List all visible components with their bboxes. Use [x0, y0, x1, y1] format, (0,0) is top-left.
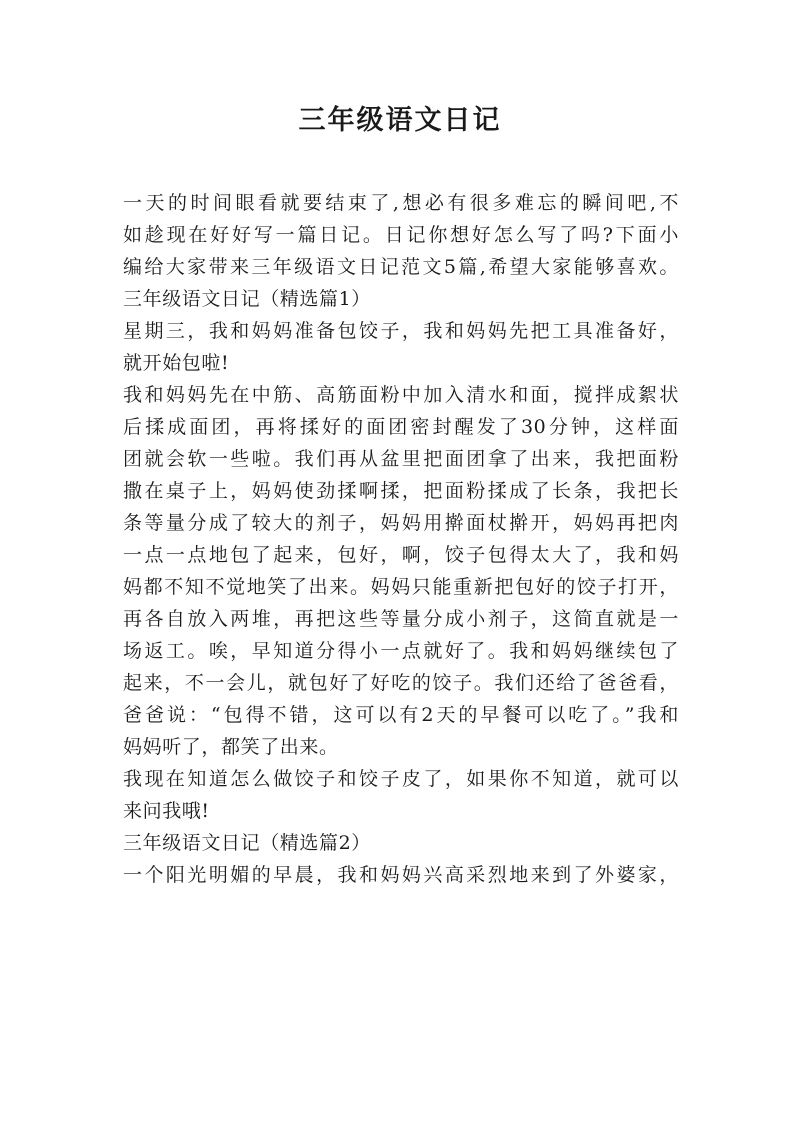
paragraph-line: 星期三，我和妈妈准备包饺子，我和妈妈先把工具准备好，: [123, 320, 679, 342]
section-heading: 三年级语文日记（精选篇1）: [123, 288, 371, 310]
paragraph-line: 妈妈听了，都笑了出来。: [123, 736, 339, 758]
document-title: 三年级语文日记: [298, 105, 502, 136]
paragraph-line: 一个阳光明媚的早晨，我和妈妈兴高采烈地来到了外婆家，: [123, 864, 679, 886]
paragraph-line: 我现在知道怎么做饺子和饺子皮了，如果你不知道，就可以: [123, 768, 679, 790]
document-body: [123, 187, 679, 891]
paragraph-line: 就开始包啦!: [123, 352, 230, 374]
paragraph-line: 一点一点地包了起来，包好，啊，饺子包得太大了，我和妈: [123, 544, 679, 566]
section-heading: 三年级语文日记（精选篇2）: [123, 832, 371, 854]
paragraph-line: 来问我哦!: [123, 800, 210, 822]
paragraph-line: 团就会软一些啦。我们再从盆里把面团拿了出来，我把面粉: [123, 448, 679, 470]
paragraph-line: 妈都不知不觉地笑了出来。妈妈只能重新把包好的饺子打开，: [123, 576, 679, 598]
paragraph-line: 如趁现在好好写一篇日记。日记你想好怎么写了吗?下面小: [123, 224, 679, 246]
paragraph-line: 爸爸说：“包得不错，这可以有2天的早餐可以吃了。”我和: [123, 704, 679, 726]
paragraph-line: 撒在桌子上，妈妈使劲揉啊揉，把面粉揉成了长条，我把长: [123, 480, 679, 502]
paragraph-line: 后揉成面团，再将揉好的面团密封醒发了30分钟，这样面: [123, 416, 679, 438]
paragraph-line: 我和妈妈先在中筋、高筋面粉中加入清水和面，搅拌成絮状: [123, 384, 679, 406]
paragraph-line: 编给大家带来三年级语文日记范文5篇,希望大家能够喜欢。: [123, 256, 679, 278]
paragraph-line: 再各自放入两堆，再把这些等量分成小剂子，这简直就是一: [123, 608, 679, 630]
paragraph-line: 场返工。唉，早知道分得小一点就好了。我和妈妈继续包了: [123, 640, 679, 662]
paragraph-line: 条等量分成了较大的剂子，妈妈用擀面杖擀开，妈妈再把肉: [123, 512, 679, 534]
paragraph-line: 一天的时间眼看就要结束了,想必有很多难忘的瞬间吧,不: [123, 192, 679, 214]
paragraph-line: 起来，不一会儿，就包好了好吃的饺子。我们还给了爸爸看，: [123, 672, 679, 694]
